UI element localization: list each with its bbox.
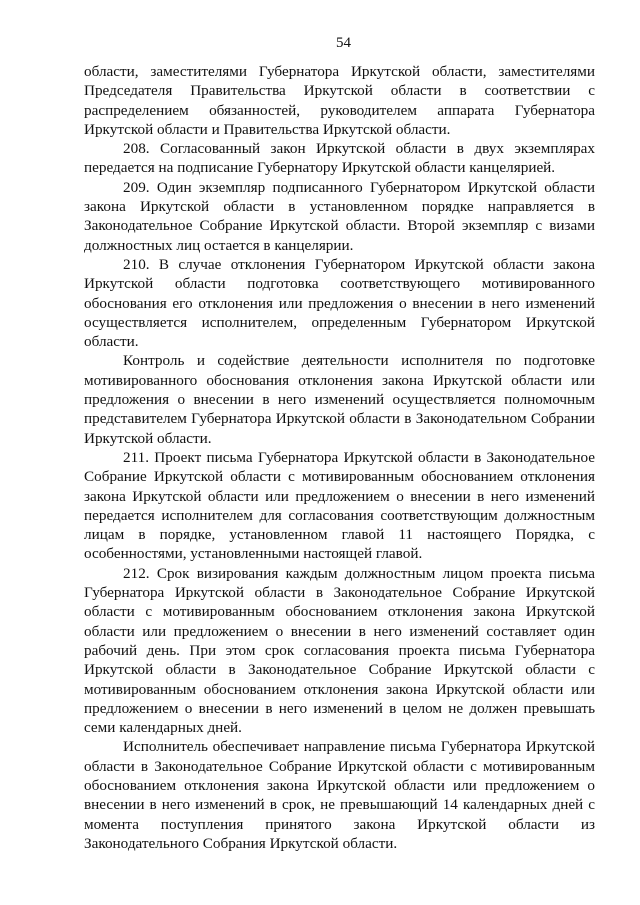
page-number: 54 xyxy=(336,35,351,51)
paragraph-211: 211. Проект письма Губернатора Иркутской области в Законодательное Собрание Иркутской области с мотивированным обоснованием отклонения закона Иркутской области или предложением о внесении в него изменений передается исполнителем для согласования соответствующим должностным лицам в порядке, установленном главой 11 настоящего Порядка, с особенностями, установленными настоящей главой. xyxy=(84,448,595,563)
paragraph-212: 212. Срок визирования каждым должностным лицом проекта письма Губернатора Иркутской области в Законодательное Собрание Иркутской области с мотивированным обоснованием отклонения закона Иркутской области или предложением о внесении в него изменений составляет один рабочий день. При этом срок согласования проекта письма Губернатора Иркутской области в Законодательное Собрание Иркутской области с мотивированным обоснованием отклонения закона Иркутской области или предложением о внесении в него изменений в целом не должен превышать семи календарных дней. xyxy=(84,564,595,737)
paragraph-continuation: области, заместителями Губернатора Иркутской области, заместителями Председателя Правительства Иркутской области в соответствии с распределением обязанностей, руководителем аппарата Губернатора Иркутской области и Правительства Иркутской области. xyxy=(84,63,595,138)
paragraph-209: 209. Один экземпляр подписанного Губернатором Иркутской области закона Иркутской области в установленном порядке направляется в Законодательное Собрание Иркутской области. Второй экземпляр с визами должностных лиц остается в канцелярии. xyxy=(84,178,595,254)
paragraph-210-control: Контроль и содействие деятельности исполнителя по подготовке мотивированного обоснования отклонения закона Иркутской области или предложения о внесении в него изменений осуществляется полномочным представителем Губернатора Иркутской области в Законодательном Собрании Иркутской области. xyxy=(84,352,595,447)
paragraph-212-executor: Исполнитель обеспечивает направление письма Губернатора Иркутской области в Законодательное Собрание Иркутской области с мотивированным обоснованием отклонения закона Иркутской области или предложением о внесении в него изменений в срок, не превышающий 14 календарных дней с момента поступления принятого закона Иркутской области из Законодательного Собрания Иркутской области. xyxy=(84,738,595,852)
document-body xyxy=(84,62,595,853)
paragraph-210: 210. В случае отклонения Губернатором Иркутской области закона Иркутской области подготовка соответствующего мотивированного обоснования его отклонения или предложения о внесении в него изменений осуществляется исполнителем, определенным Губернатором Иркутской области. xyxy=(84,255,595,351)
paragraph-208: 208. Согласованный закон Иркутской области в двух экземплярах передается на подписание Губернатору Иркутской области канцелярией. xyxy=(84,140,595,177)
